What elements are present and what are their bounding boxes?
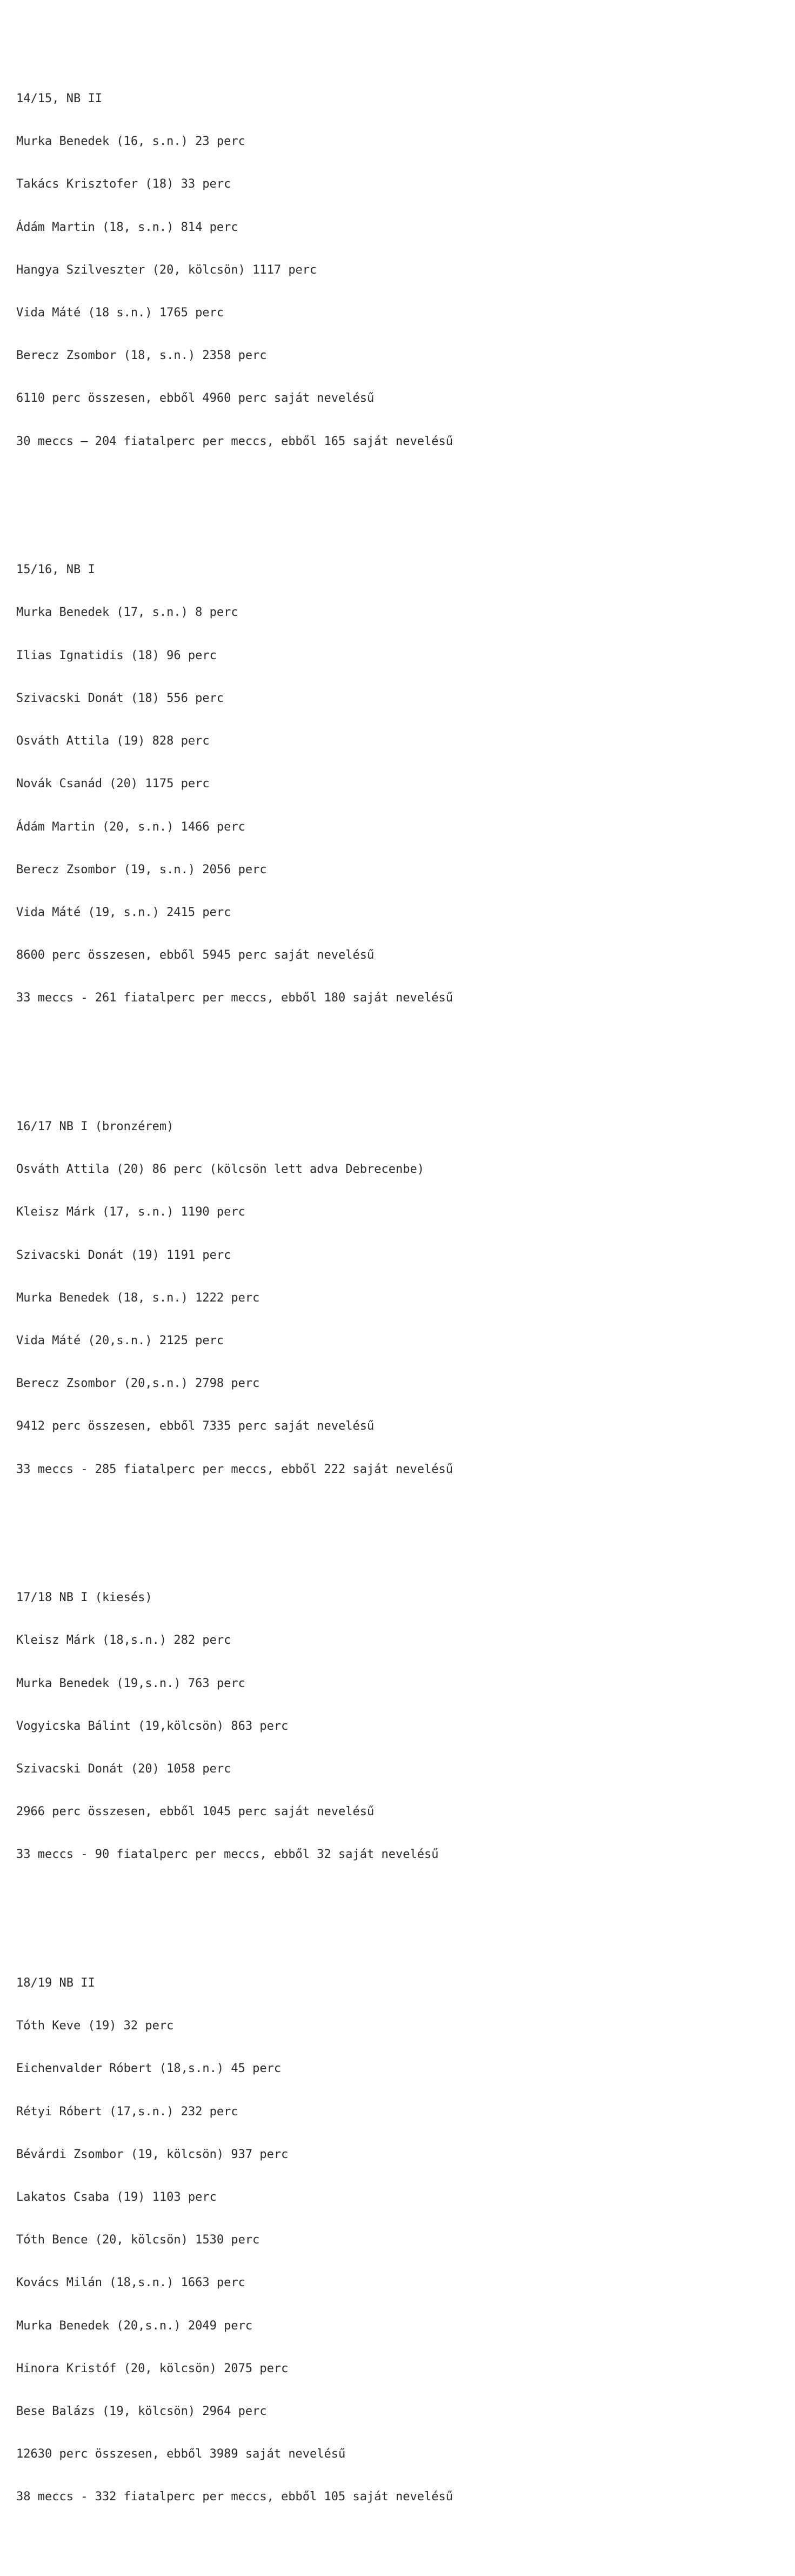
per-match-line: 30 meccs – 204 fiatalperc per meccs, ebből 165 saját nevelésű <box>16 434 453 448</box>
player-line: Eichenvalder Róbert (18,s.n.) 45 perc <box>16 2062 282 2076</box>
player-line: Kleisz Márk (17, s.n.) 1190 perc <box>16 1205 245 1219</box>
document-body <box>16 21 773 2576</box>
per-match-line: 33 meccs - 285 fiatalperc per meccs, ebből 222 saját nevelésű <box>16 1462 453 1476</box>
player-line: Kleisz Márk (18,s.n.) 282 perc <box>16 1634 231 1648</box>
player-line: Berecz Zsombor (18, s.n.) 2358 perc <box>16 349 267 363</box>
season-heading: 16/17 NB I (bronzérem) <box>16 1119 174 1133</box>
total-minutes-line: 6110 perc összesen, ebből 4960 perc saját nevelésű <box>16 391 375 406</box>
player-line: Ádám Martin (20, s.n.) 1466 perc <box>16 820 245 834</box>
player-line: Tóth Bence (20, kölcsön) 1530 perc <box>16 2233 260 2247</box>
season-section-1617 <box>16 1091 773 1505</box>
player-line: Lakatos Csaba (19) 1103 perc <box>16 2190 217 2205</box>
player-line: Murka Benedek (16, s.n.) 23 perc <box>16 135 245 149</box>
player-line: Kovács Milán (18,s.n.) 1663 perc <box>16 2276 245 2290</box>
season-section-1819 <box>16 1948 773 2533</box>
player-line: Vida Máté (19, s.n.) 2415 perc <box>16 905 231 919</box>
player-line: Bese Balázs (19, kölcsön) 2964 perc <box>16 2405 267 2419</box>
season-section-1415 <box>16 63 773 477</box>
player-line: Szivacski Donát (19) 1191 perc <box>16 1248 231 1262</box>
per-match-line: 38 meccs - 332 fiatalperc per meccs, ebből 105 saját nevelésű <box>16 2490 453 2504</box>
player-line: Murka Benedek (17, s.n.) 8 perc <box>16 606 238 620</box>
player-line: Berecz Zsombor (20,s.n.) 2798 perc <box>16 1377 260 1391</box>
player-line: Murka Benedek (20,s.n.) 2049 perc <box>16 2319 253 2333</box>
player-line: Osváth Attila (20) 86 perc (kölcsön lett adva Debrecenbe) <box>16 1163 424 1177</box>
player-line: Berecz Zsombor (19, s.n.) 2056 perc <box>16 862 267 877</box>
player-line: Rétyi Róbert (17,s.n.) 232 perc <box>16 2104 238 2119</box>
player-line: Vida Máté (20,s.n.) 2125 perc <box>16 1333 224 1347</box>
player-line: Ádám Martin (18, s.n.) 814 perc <box>16 220 238 234</box>
per-match-line: 33 meccs - 90 fiatalperc per meccs, ebből 32 saját nevelésű <box>16 1848 439 1862</box>
total-minutes-line: 12630 perc összesen, ebből 3989 saját nevelésű <box>16 2447 346 2461</box>
season-heading: 17/18 NB I (kiesés) <box>16 1591 152 1605</box>
total-minutes-line: 9412 perc összesen, ebből 7335 perc saját nevelésű <box>16 1419 375 1433</box>
player-line: Szivacski Donát (18) 556 perc <box>16 691 224 705</box>
player-line: Murka Benedek (19,s.n.) 763 perc <box>16 1676 245 1690</box>
total-minutes-line: 8600 perc összesen, ebből 5945 perc saját nevelésű <box>16 948 375 962</box>
total-minutes-line: 2966 perc összesen, ebből 1045 perc saját nevelésű <box>16 1805 375 1819</box>
player-line: Vogyicska Bálint (19,kölcsön) 863 perc <box>16 1719 289 1733</box>
season-heading: 15/16, NB I <box>16 563 95 577</box>
player-line: Szivacski Donát (20) 1058 perc <box>16 1762 231 1776</box>
player-line: Takács Krisztofer (18) 33 perc <box>16 177 231 191</box>
player-line: Murka Benedek (18, s.n.) 1222 perc <box>16 1291 260 1305</box>
player-line: Hinora Kristóf (20, kölcsön) 2075 perc <box>16 2361 289 2375</box>
player-line: Hangya Szilveszter (20, kölcsön) 1117 perc <box>16 263 317 277</box>
season-section-1516 <box>16 534 773 1034</box>
player-line: Novák Csanád (20) 1175 perc <box>16 777 210 791</box>
player-line: Ilias Ignatidis (18) 96 perc <box>16 648 217 662</box>
player-line: Bévárdi Zsombor (19, kölcsön) 937 perc <box>16 2147 289 2161</box>
per-match-line: 33 meccs - 261 fiatalperc per meccs, ebből 180 saját nevelésű <box>16 991 453 1005</box>
player-line: Tóth Keve (19) 32 perc <box>16 2019 174 2033</box>
player-line: Osváth Attila (19) 828 perc <box>16 734 210 748</box>
player-line: Vida Máté (18 s.n.) 1765 perc <box>16 306 224 320</box>
season-heading: 18/19 NB II <box>16 1976 95 1990</box>
season-section-1718 <box>16 1562 773 1890</box>
season-heading: 14/15, NB II <box>16 92 102 106</box>
